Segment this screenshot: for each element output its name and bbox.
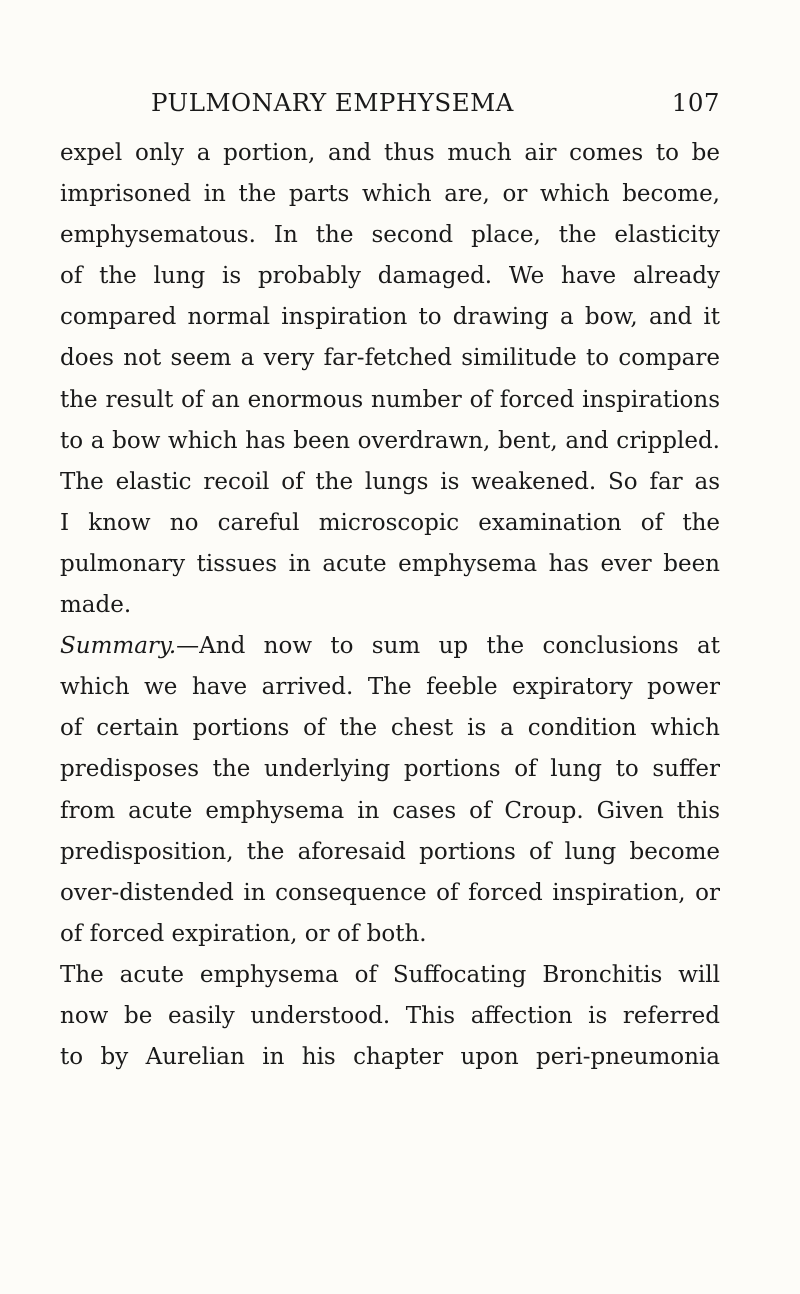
- text-line: the result of an enormous number of forced inspirations: [60, 386, 720, 413]
- text-line: over-distended in consequence of forced inspiration, or: [60, 879, 720, 906]
- text-line: I know no careful microscopic examination of the: [60, 509, 720, 536]
- body-text: [60, 133, 720, 1078]
- text-line: to by Aurelian in his chapter upon peri-pneumonia: [60, 1044, 720, 1071]
- text-line: now be easily understood. This affection is referred: [60, 1002, 720, 1029]
- text-line: from acute emphysema in cases of Croup. Given this: [60, 797, 720, 824]
- running-title: PULMONARY EMPHYSEMA: [151, 88, 514, 117]
- text-line: which we have arrived. The feeble expiratory power: [60, 674, 720, 701]
- text-line: made.: [60, 592, 132, 619]
- text-line: to a bow which has been overdrawn, bent, and crippled.: [60, 427, 720, 454]
- text-line: imprisoned in the parts which are, or which become,: [60, 181, 720, 208]
- text-line: emphysematous. In the second place, the elasticity: [60, 222, 720, 249]
- page-number: 107: [671, 88, 720, 117]
- summary-first-line: [60, 626, 720, 667]
- text-line: pulmonary tissues in acute emphysema has ever been: [60, 550, 720, 577]
- running-head: [60, 88, 720, 124]
- text-line: predisposition, the aforesaid portions of lung become: [60, 838, 720, 865]
- text-line: The acute emphysema of Suffocating Bronchitis will: [60, 961, 720, 988]
- text-line: predisposes the underlying portions of lung to suffer: [60, 756, 720, 783]
- text-line: does not seem a very far-fetched similitude to compare: [60, 345, 720, 372]
- summary-heading: Summary.: [60, 633, 177, 660]
- summary-first-line-text: —And now to sum up the conclusions at: [176, 633, 720, 660]
- text-line: The elastic recoil of the lungs is weakened. So far as: [60, 468, 720, 495]
- text-line: of forced expiration, or of both.: [60, 920, 427, 947]
- text-line: of the lung is probably damaged. We have already: [60, 263, 720, 290]
- text-line: compared normal inspiration to drawing a bow, and it: [60, 304, 720, 331]
- text-line: expel only a portion, and thus much air comes to be: [60, 140, 720, 166]
- text-line: of certain portions of the chest is a condition which: [60, 715, 720, 742]
